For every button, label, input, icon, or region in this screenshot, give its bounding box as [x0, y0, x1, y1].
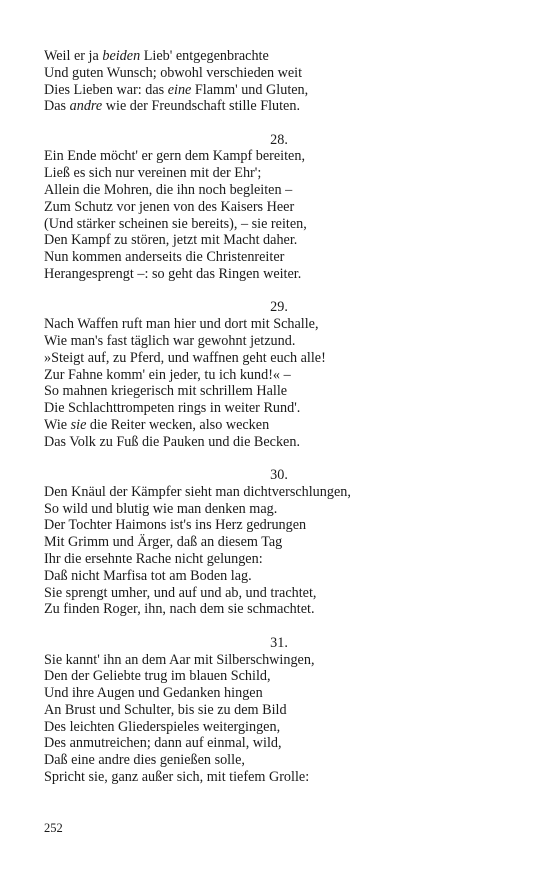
verse-line: Spricht sie, ganz außer sich, mit tiefem Grolle: — [44, 769, 310, 786]
verse-line: Die Schlachttrompeten rings in weiter Rund'. — [44, 400, 301, 417]
stanza-number: 28. — [270, 131, 288, 148]
stanza-number: 31. — [270, 634, 288, 651]
poem-page — [44, 48, 514, 786]
verse-line: Sie kannt' ihn an dem Aar mit Silberschwingen, — [44, 651, 315, 668]
verse-line: Dies Lieben war: das eine Flamm' und Gluten, — [44, 81, 309, 98]
verse-line: Nach Waffen ruft man hier und dort mit Schalle, — [44, 316, 319, 333]
verse-line: Ein Ende möcht' er gern dem Kampf bereiten, — [44, 148, 305, 165]
verse-line: Des anmutreichen; dann auf einmal, wild, — [44, 735, 282, 752]
verse-line: So mahnen kriegerisch mit schrillem Halle — [44, 383, 288, 400]
verse-line: Und ihre Augen und Gedanken hingen — [44, 685, 263, 702]
verse-line: Den der Geliebte trug im blauen Schild, — [44, 668, 271, 685]
verse-line: Mit Grimm und Ärger, daß an diesem Tag — [44, 534, 283, 551]
verse-line: Den Knäul der Kämpfer sieht man dichtverschlungen, — [44, 483, 351, 500]
verse-line: Ihr die ersehnte Rache nicht gelungen: — [44, 551, 263, 568]
stanza — [44, 635, 514, 786]
verse-line: Das Volk zu Fuß die Pauken und die Becken. — [44, 433, 300, 450]
verse-line: Herangesprengt –: so geht das Ringen weiter. — [44, 266, 302, 283]
verse-line: So wild und blutig wie man denken mag. — [44, 500, 278, 517]
verse-line: Wie man's fast täglich war gewohnt jetzund. — [44, 332, 296, 349]
verse-line: Das andre wie der Freundschaft stille Fluten. — [44, 98, 300, 115]
verse-line: (Und stärker scheinen sie bereits), – sie reiten, — [44, 215, 307, 232]
verse-line: Zur Fahne komm' ein jeder, tu ich kund!« – — [44, 366, 291, 383]
verse-line: Weil er ja beiden Lieb' entgegenbrachte — [44, 48, 269, 64]
verse-line: Allein die Mohren, die ihn noch begleiten – — [44, 182, 293, 199]
stanza — [44, 467, 514, 618]
stanza — [44, 299, 514, 450]
verse-line: Sie sprengt umher, und auf und ab, und trachtet, — [44, 584, 317, 601]
stanza — [44, 48, 514, 115]
verse-line: Den Kampf zu stören, jetzt mit Macht daher. — [44, 232, 298, 249]
verse-line: Zum Schutz vor jenen von des Kaisers Heer — [44, 198, 295, 215]
stanza-number: 30. — [270, 467, 288, 484]
verse-line: Nun kommen anderseits die Christenreiter — [44, 249, 285, 266]
stanza-number: 29. — [270, 299, 288, 316]
verse-line: Des leichten Gliederspieles weitergingen, — [44, 718, 281, 735]
verse-line: Und guten Wunsch; obwohl verschieden weit — [44, 64, 303, 81]
page-number: 252 — [44, 821, 63, 835]
stanza — [44, 132, 514, 283]
verse-line: Daß nicht Marfisa tot am Boden lag. — [44, 567, 252, 584]
verse-line: Ließ es sich nur vereinen mit der Ehr'; — [44, 165, 262, 182]
verse-line: Der Tochter Haimons ist's ins Herz gedrungen — [44, 517, 307, 534]
verse-line: Daß eine andre dies genießen solle, — [44, 752, 245, 769]
verse-line: »Steigt auf, zu Pferd, und waffnen geht euch alle! — [44, 349, 326, 366]
verse-line: An Brust und Schulter, bis sie zu dem Bild — [44, 701, 287, 718]
verse-line: Zu finden Roger, ihn, nach dem sie schmachtet. — [44, 601, 315, 618]
verse-line: Wie sie die Reiter wecken, also wecken — [44, 416, 270, 433]
